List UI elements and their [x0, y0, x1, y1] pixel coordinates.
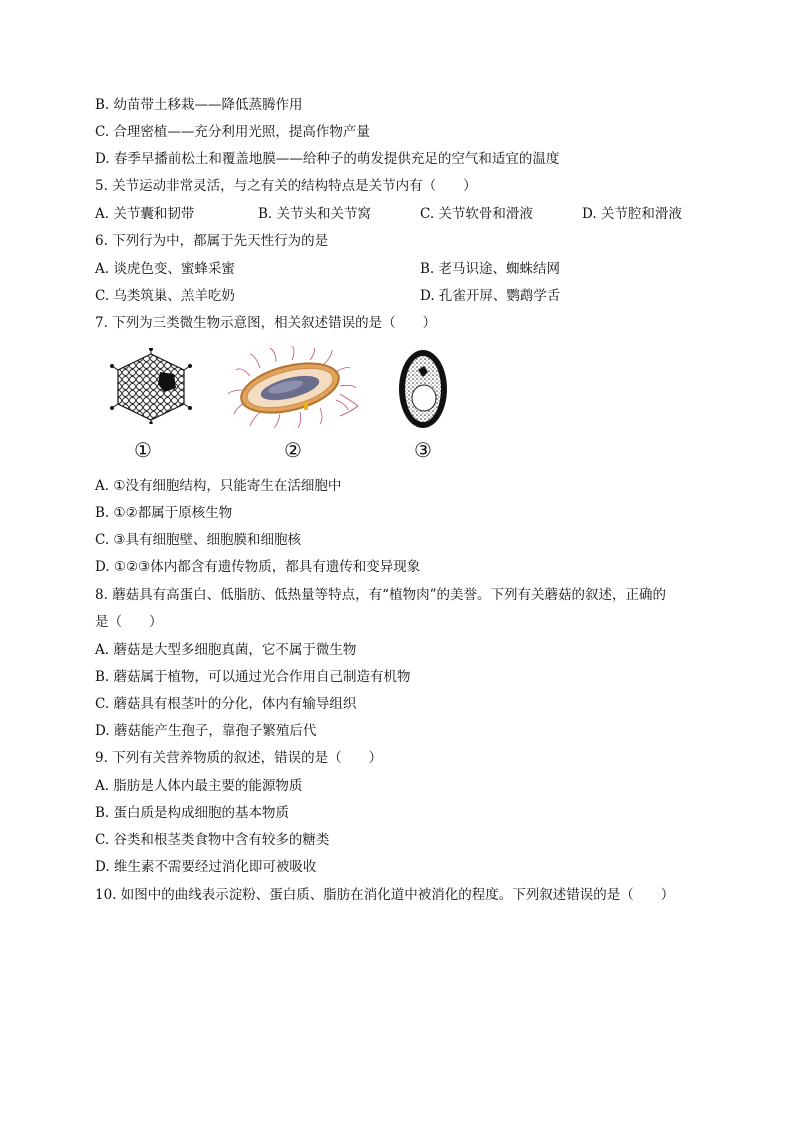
microorganism-figure — [100, 344, 460, 466]
question-8-line-2: 是（ ） — [95, 614, 163, 630]
q6-option-c: C. 乌类筑巢、羔羊吃奶 — [95, 288, 235, 304]
q6-option-a: A. 谈虎色变、蜜蜂采蜜 — [95, 261, 235, 277]
q7-option-a: A. ①没有细胞结构，只能寄生在活细胞中 — [95, 478, 342, 494]
q7-option-c: C. ③具有细胞壁、细胞膜和细胞核 — [95, 532, 302, 548]
question-10: 10. 如图中的曲线表示淀粉、蛋白质、脂肪在消化道中被消化的程度。下列叙述错误的是（ ） — [95, 887, 675, 903]
q7-option-b: B. ①②都属于原核生物 — [95, 505, 233, 521]
question-7: 7. 下列为三类微生物示意图，相关叙述错误的是（ ） — [95, 315, 437, 331]
q9-option-d: D. 维生素不需要经过消化即可被吸收 — [95, 859, 317, 875]
figure-label-3: ③ — [414, 438, 432, 462]
q5-option-d: D. 关节腔和滑液 — [582, 206, 682, 222]
figure-label-1: ① — [134, 438, 152, 462]
q8-option-b: B. 蘑菇属于植物，可以通过光合作用自己制造有机物 — [95, 669, 411, 685]
question-5: 5. 关节运动非常灵活，与之有关的结构特点是关节内有（ ） — [95, 178, 477, 194]
q5-option-b: B. 关节头和关节窝 — [258, 206, 372, 222]
q8-option-c: C. 蘑菇具有根茎叶的分化，体内有输导组织 — [95, 696, 357, 712]
yeast-cell-illustration — [396, 346, 450, 432]
q4-option-d: D. 春季早播前松土和覆盖地膜——给种子的萌发提供充足的空气和适宜的温度 — [95, 151, 560, 167]
q4-option-c: C. 合理密植——充分利用光照，提高作物产量 — [95, 124, 370, 140]
q5-option-a: A. 关节囊和韧带 — [95, 206, 195, 222]
q9-option-a: A. 脂肪是人体内最主要的能源物质 — [95, 778, 303, 794]
q8-option-a: A. 蘑菇是大型多细胞真菌，它不属于微生物 — [95, 642, 357, 658]
q9-option-b: B. 蛋白质是构成细胞的基本物质 — [95, 805, 290, 821]
plasmid-marker — [304, 402, 308, 410]
question-6: 6. 下列行为中，都属于先天性行为的是 — [95, 233, 329, 249]
q9-option-c: C. 谷类和根茎类食物中含有较多的糖类 — [95, 832, 330, 848]
virus-illustration — [108, 348, 194, 424]
q8-option-d: D. 蘑菇能产生孢子，靠孢子繁殖后代 — [95, 723, 317, 739]
q6-option-b: B. 老马识途、蜘蛛结网 — [420, 261, 561, 277]
figure-label-2: ② — [284, 438, 302, 462]
q7-option-d: D. ①②③体内都含有遗传物质，都具有遗传和变异现象 — [95, 559, 421, 575]
bacterium-illustration — [220, 346, 360, 432]
q6-option-d: D. 孔雀开屏、鹦鹉学舌 — [420, 288, 561, 304]
question-8-line-1: 8. 蘑菇具有高蛋白、低脂肪、低热量等特点，有“植物肉”的美誉。下列有关蘑菇的叙述，正确的 — [95, 587, 666, 603]
question-9: 9. 下列有关营养物质的叙述，错误的是（ ） — [95, 750, 383, 766]
q4-option-b: B. 幼苗带土移栽——降低蒸腾作用 — [95, 97, 303, 113]
q5-option-c: C. 关节软骨和滑液 — [420, 206, 533, 222]
